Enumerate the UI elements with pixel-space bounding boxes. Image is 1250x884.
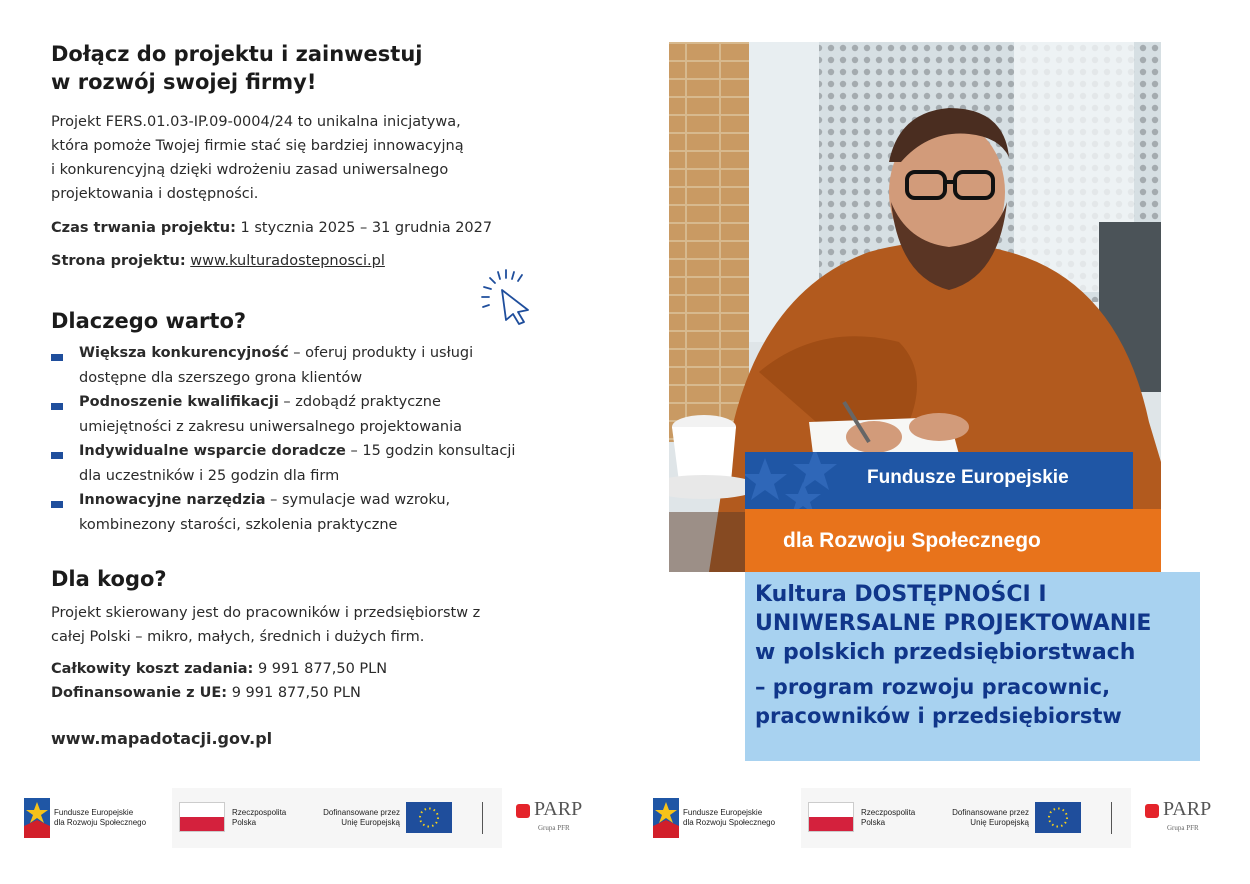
eu-flag-icon — [406, 802, 452, 833]
benefit-title: Indywidualne wsparcie doradcze — [79, 443, 346, 459]
fe-logo-icon — [24, 798, 50, 838]
parp-sub-text: Grupa PFR — [538, 824, 570, 832]
rp-logo-text: Rzeczpospolita Polska — [232, 808, 287, 827]
bullet-square-icon — [51, 452, 63, 459]
parp-sub-text: Grupa PFR — [1167, 824, 1199, 832]
for-whom-line: Projekt skierowany jest do pracowników i przedsiębiorstw z — [51, 605, 481, 621]
cost-row — [51, 657, 541, 681]
intro-line: Projekt FERS.01.03-IP.09-0004/24 to unikalna inicjatywa, — [51, 114, 461, 130]
benefit-text: kombinezony starości, szkolenia praktyczne — [79, 516, 398, 533]
benefit-text: – 15 godzin konsultacji — [345, 443, 516, 459]
project-title-box — [745, 572, 1200, 761]
funds-badge-orange — [745, 509, 1161, 573]
benefit-text: – zdobądź praktyczne — [278, 394, 441, 410]
logo-strip-right — [651, 788, 1241, 848]
benefit-text: – oferuj produkty i usługi — [288, 345, 474, 361]
for-whom-line: całej Polski – mikro, małych, średnich i dużych firm. — [51, 629, 425, 645]
website-link[interactable]: www.kulturadostepnosci.pl — [190, 253, 385, 269]
intro-line: i konkurencyjną dzięki wdrożeniu zasad uniwersalnego — [51, 162, 449, 178]
parp-logo-text: PARP — [1163, 798, 1212, 820]
benefit-text: – symulacje wad wzroku, — [265, 492, 451, 508]
polish-flag-icon — [808, 802, 854, 832]
for-whom-paragraph — [51, 601, 541, 649]
intro-paragraph — [51, 110, 541, 206]
parp-logo-icon — [1145, 804, 1159, 818]
title-line-4: – program rozwoju pracownic, — [755, 675, 1111, 699]
badge-line-2: dla Rozwoju Społecznego — [783, 529, 1041, 552]
footer-url[interactable]: www.mapadotacji.gov.pl — [51, 729, 273, 748]
bullet-square-icon — [51, 501, 63, 508]
click-cursor-icon — [476, 266, 538, 326]
funding-label: Dofinansowanie z UE: — [51, 685, 228, 701]
for-whom-title: Dla kogo? — [51, 567, 167, 591]
list-item — [51, 439, 541, 488]
benefit-text: dostępne dla szerszego grona klientów — [79, 369, 363, 386]
bullet-square-icon — [51, 354, 63, 361]
eu-flag-icon — [1035, 802, 1081, 833]
eu-logo-text: Dofinansowane przez Unię Europejską — [323, 808, 400, 827]
title-line-5: pracowników i przedsiębiorstw — [755, 704, 1122, 728]
website-row — [51, 249, 541, 273]
list-item — [51, 341, 541, 390]
title-line-3: w polskich przedsiębiorstwach — [755, 640, 1136, 665]
cost-value: 9 991 877,50 PLN — [253, 661, 388, 677]
benefit-title: Większa konkurencyjność — [79, 345, 289, 361]
benefit-title: Podnoszenie kwalifikacji — [79, 394, 279, 410]
title-line-1: Kultura DOSTĘPNOŚCI I — [755, 582, 1047, 607]
duration-row — [51, 216, 541, 240]
fe-logo-icon — [653, 798, 679, 838]
rp-logo-text: Rzeczpospolita Polska — [861, 808, 916, 827]
divider — [482, 802, 483, 834]
duration-label: Czas trwania projektu: — [51, 220, 236, 236]
eu-logo-text: Dofinansowane przez Unię Europejską — [952, 808, 1029, 827]
eu-stars-icon — [745, 452, 865, 509]
intro-line: która pomoże Twojej firmie stać się bardziej innowacyjną — [51, 138, 464, 154]
logo-strip-left — [22, 788, 612, 848]
intro-line: projektowania i dostępności. — [51, 186, 259, 202]
benefit-title: Innowacyjne narzędzia — [79, 492, 266, 508]
bullet-square-icon — [51, 403, 63, 410]
benefit-text: dla uczestników i 25 godzin dla firm — [79, 467, 340, 484]
list-item — [51, 390, 541, 439]
list-item — [51, 488, 541, 537]
headline-line-2: w rozwój swojej firmy! — [51, 70, 317, 94]
badge-line-1: Fundusze Europejskie — [867, 467, 1069, 488]
duration-value: 1 stycznia 2025 – 31 grudnia 2027 — [235, 220, 493, 236]
headline-line-1: Dołącz do projektu i zainwestuj — [51, 42, 423, 66]
parp-logo-icon — [516, 804, 530, 818]
parp-logo-text: PARP — [534, 798, 583, 820]
cost-label: Całkowity koszt zadania: — [51, 661, 254, 677]
divider — [1111, 802, 1112, 834]
left-column — [51, 40, 541, 751]
benefits-list — [51, 341, 541, 537]
funding-row — [51, 681, 541, 705]
fe-logo-text: Fundusze Europejskie dla Rozwoju Społecznego — [54, 808, 147, 827]
funding-value: 9 991 877,50 PLN — [227, 685, 361, 701]
why-title: Dlaczego warto? — [51, 309, 247, 333]
headline — [51, 40, 541, 96]
website-label: Strona projektu: — [51, 253, 186, 269]
title-line-2: UNIWERSALNE PROJEKTOWANIE — [755, 611, 1152, 636]
fe-logo-text: Fundusze Europejskie dla Rozwoju Społecznego — [683, 808, 776, 827]
benefit-text: umiejętności z zakresu uniwersalnego projektowania — [79, 418, 463, 435]
funds-badge-blue — [745, 452, 1133, 509]
polish-flag-icon — [179, 802, 225, 832]
